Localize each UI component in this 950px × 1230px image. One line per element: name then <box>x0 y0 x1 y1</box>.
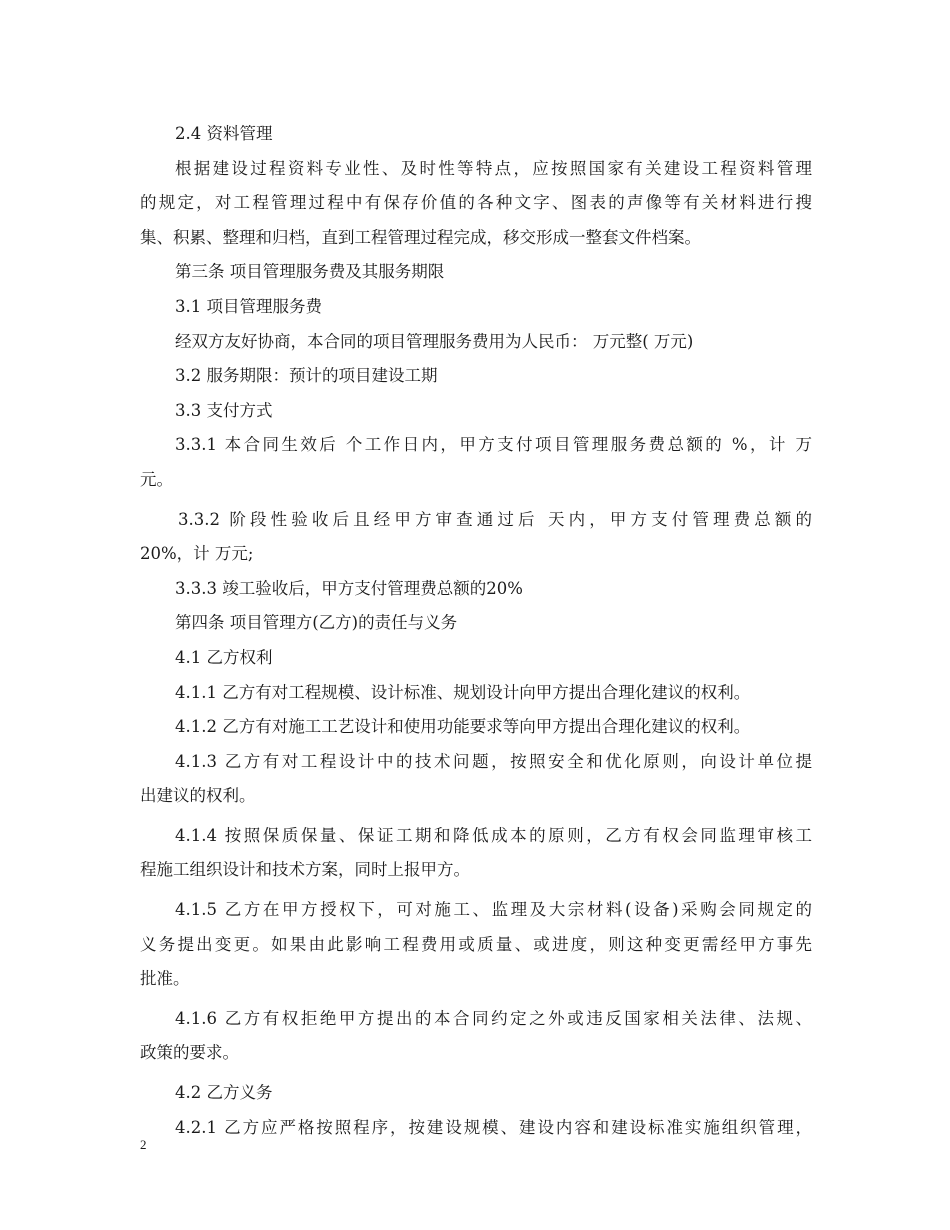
document-body <box>140 117 812 1145</box>
text-line: 20%，计 万元; <box>140 544 254 564</box>
text-line: 4.1.4 按照保质保量、保证工期和降低成本的原则，乙方有权会同监理审核工 <box>175 825 812 845</box>
text-line: 第四条 项目管理方(乙方)的责任与义务 <box>175 613 458 633</box>
text-line: 3.2 服务期限：预计的项目建设工期 <box>175 366 438 386</box>
page-number: 2 <box>140 1137 147 1152</box>
text-line: 4.1.1 乙方有对工程规模、设计标准、规划设计向甲方提出合理化建议的权利。 <box>175 682 751 702</box>
text-line: 3.1 项目管理服务费 <box>175 296 322 316</box>
text-line: 4.2 乙方义务 <box>175 1083 273 1103</box>
text-line: 3.3 支付方式 <box>175 400 273 420</box>
text-line: 3.3.3 竣工验收后，甲方支付管理费总额的20% <box>175 578 523 598</box>
text-line: 第三条 项目管理服务费及其服务期限 <box>175 262 445 282</box>
text-line: 4.1.2 乙方有对施工工艺设计和使用功能要求等向甲方提出合理化建议的权利。 <box>175 717 751 737</box>
text-line: 3.3.2 阶段性验收后且经甲方审查通过后 天内，甲方支付管理费总额的 <box>178 509 812 529</box>
text-line: 4.1 乙方权利 <box>175 647 273 667</box>
text-line: 4.1.5 乙方在甲方授权下，可对施工、监理及大宗材料(设备)采购会同规定的 <box>175 900 812 920</box>
text-line: 元。 <box>140 469 173 489</box>
text-line: 4.1.3 乙方有对工程设计中的技术问题，按照安全和优化原则，向设计单位提 <box>175 751 812 771</box>
text-line: 义务提出变更。如果由此影响工程费用或质量、或进度，则这种变更需经甲方事先 <box>140 934 812 954</box>
text-line: 出建议的权利。 <box>140 786 256 806</box>
text-line: 根据建设过程资料专业性、及时性等特点，应按照国家有关建设工程资料管理 <box>175 158 812 178</box>
text-line: 程施工组织设计和技术方案，同时上报甲方。 <box>140 860 470 880</box>
text-line: 4.1.6 乙方有权拒绝甲方提出的本合同约定之外或违反国家相关法律、法规、 <box>175 1008 812 1028</box>
text-line: 批准。 <box>140 969 190 989</box>
text-line: 3.3.1 本合同生效后 个工作日内，甲方支付项目管理服务费总额的 %，计 万 <box>175 435 812 455</box>
text-line: 4.2.1 乙方应严格按照程序，按建设规模、建设内容和建设标准实施组织管理， <box>175 1117 812 1137</box>
text-line: 2.4 资料管理 <box>175 124 273 143</box>
text-line: 政策的要求。 <box>140 1043 239 1063</box>
text-line: 经双方友好协商，本合同的项目管理服务费用为人民币： 万元整( 万元) <box>175 331 694 351</box>
text-line: 的规定，对工程管理过程中有保存价值的各种文字、图表的声像等有关材料进行搜 <box>140 193 812 213</box>
text-line: 集、积累、整理和归档，直到工程管理过程完成，移交形成一整套文件档案。 <box>140 227 701 247</box>
